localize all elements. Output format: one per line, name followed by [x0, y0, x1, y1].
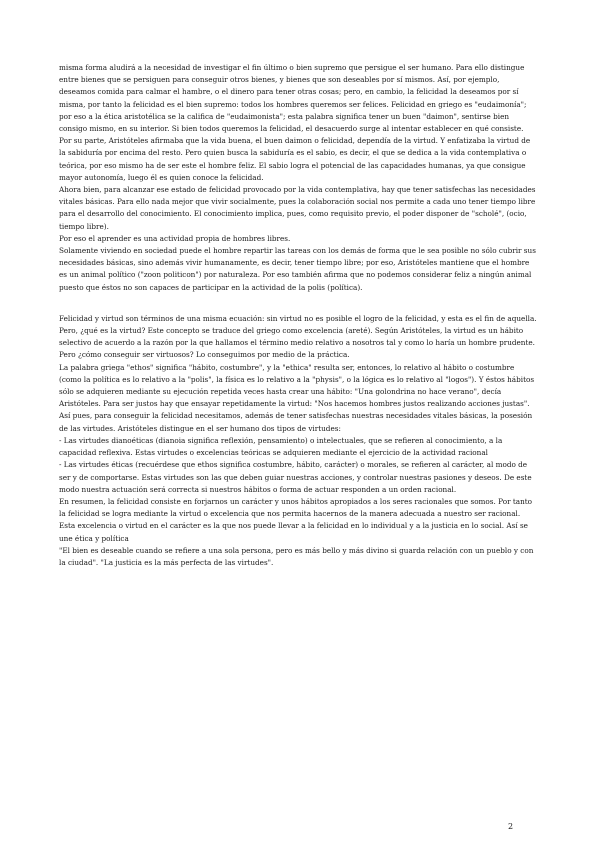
paragraph-animal-politico: Solamente viviendo en sociedad puede el hombre repartir las tareas con los demás de forma que le sea posible no sólo cubrir sus necesidades básicas, sino además vivir humanamente, es decir, tener tiempo libre; por eso, Aristóteles mantiene que el hombre es un animal político ("zoon politicon") por naturaleza. Por eso también afirma que no podemos considerar feliz a ningún animal puesto que éstos no son capaces de participar en la actividad de la polis (política). [59, 246, 536, 292]
paragraph-virtud-sabiduria: Por su parte, Aristóteles afirmaba que la vida buena, el buen daimon o felicidad, dependía de la virtud. Y enfatizaba la virtud de la sabiduría por encima del resto. Pero quien busca la sabiduría es el sabio, es decir, el que se dedica a la vida contemplativa o teórica, por eso mismo ha de ser este el hombre feliz. El sabio logra el potencial de las capacidades humanas, ya que consigue mayor autonomía, luego él es quien conoce la felicidad. [59, 136, 531, 182]
paragraph-hombres-libres: Por eso el aprender es una actividad propia de hombres libres. [59, 233, 291, 243]
paragraph-resumen: En resumen, la felicidad consiste en forjarnos un carácter y unos hábitos apropiados a los seres racionales que somos. Por tanto la felicidad se logra mediante la virtud o excelencia que nos permita hacernos de la manera adecuada a nuestro ser racional. Esta excelencia o virtud en el carácter es la que nos puede llevar a la felicidad en lo individual y a la justicia en lo social. Así se une ética y política [59, 496, 533, 543]
paragraph-tipos-virtudes: Así pues, para conseguir la felicidad necesitamos, además de tener satisfechas nuestras necesidades vitales básicas, la posesión de las virtudes. Aristóteles distingue en el ser humano dos tipos de virtudes: [59, 411, 533, 433]
paragraph-spacer [59, 294, 537, 313]
paragraph-virtudes-dianoeticas: - Las virtudes dianoéticas (dianoia significa reflexión, pensamiento) o intelectuales, que se refieren al conocimiento, a la capacidad reflexiva. Estas virtudes o excelencias teóricas se adquieren mediante el ejercicio de la actividad racional [59, 435, 503, 458]
paragraph-ethos: La palabra griega "ethos" significa "hábito, costumbre", y la "ethica" resulta ser, entonces, lo relativo al hábito o costumbre (como la política es lo relativo a la "polis", la física es lo relativo a la "physis", o la lógica es lo relativo al "logos"). Y éstos hábitos sólo se adquieren mediante su ejecución repetida veces hasta crear una hábito: "Una golondrina no hace verano", decía Aristóteles. Para ser justos hay que ensayar repetidamente la virtud: "Nos hacemos hombres justos realizando acciones justas". [59, 362, 535, 409]
body-text [59, 62, 537, 569]
paragraph-vida-contemplativa: Ahora bien, para alcanzar ese estado de felicidad provocado por la vida contemplativa, hay que tener satisfechas las necesidades vitales básicas. Para ello nada mejor que vivir socialmente, pues la colaboración social nos permite a cada uno tener tiempo libre para el desarrollo del conocimiento. El conocimiento implica, pues, como requisito previo, el poder disponer de "scholé", (ocio, tiempo libre). [59, 185, 536, 231]
paragraph-eudaimonia: misma forma aludirá a la necesidad de investigar el fin último o bien supremo que persigue el ser humano. Para ello distingue entre bienes que se persiguen para conseguir otros bienes, y bienes que son deseables por sí mismos. Así, por ejemplo, deseamos comida para calmar el hambre, o el dinero para tener otras cosas; pero, en cambio, la felicidad la deseamos por sí misma, por tanto la felicidad es el bien supremo: todos los hombres queremos ser felices. Felicidad en griego es "eudaimonía"; por eso a la ética aristotélica se la califica de "eudaimonista"; esta palabra significa tener un buen "daimon", sentirse bien consigo mismo, en su interior. Si bien todos queremos la felicidad, el desacuerdo surge al intentar establecer en qué consiste. [59, 63, 527, 134]
page-number: 2 [508, 822, 514, 831]
paragraph-cita-final: "El bien es deseable cuando se refiere a una sola persona, pero es más bello y más divino si guarda relación con un pueblo y con la ciudad". "La justicia es la más perfecta de las virtudes". [59, 545, 534, 567]
paragraph-felicidad-virtud: Felicidad y virtud son términos de una misma ecuación: sin virtud no es posible el logro de la felicidad, y esta es el fin de aquella. Pero, ¿qué es la virtud? Este concepto se traduce del griego como excelencia (areté). Según Aristóteles, la virtud es un hábito selectivo de acuerdo a la razón por la que hallamos el término medio relativo a nosotros tal y como lo haría un hombre prudente. Pero ¿cómo conseguir ser virtuosos? Lo conseguimos por medio de la práctica. [59, 313, 537, 360]
paragraph-virtudes-eticas: - Las virtudes éticas (recuérdese que ethos significa costumbre, hábito, carácter) o morales, se refieren al carácter, al modo de ser y de comportarse. Estas virtudes son las que deben guiar nuestras acciones, y controlar nuestras pasiones y deseos. De este modo nuestra actuación será correcta si nuestros hábitos o forma de actuar responden a un orden racional. [59, 460, 532, 494]
